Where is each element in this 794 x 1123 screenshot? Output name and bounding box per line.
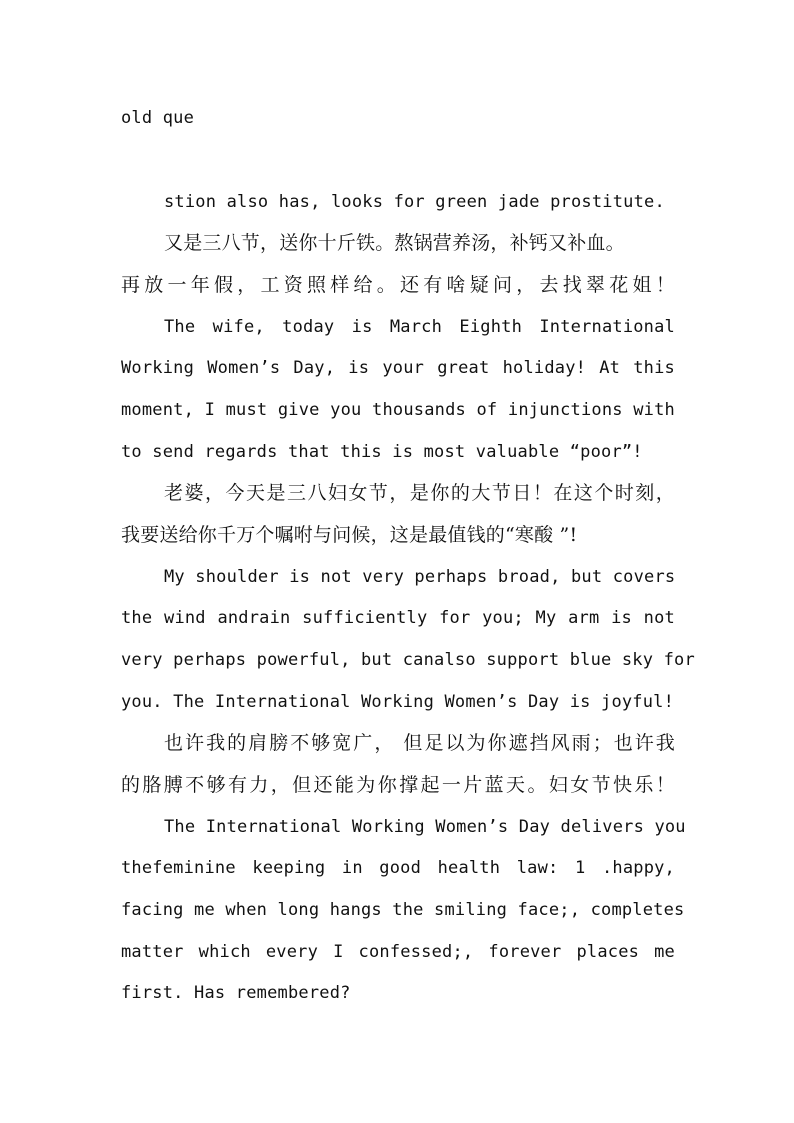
text-line-8: to send regards that this is most valuable “poor”! (121, 442, 643, 462)
text-line-16: 的胳膊不够有力，但还能为你撑起一片蓝天。妇女节快乐！ (121, 774, 675, 796)
text-line-12: the wind andrain sufficiently for you; My arm is not (121, 608, 675, 628)
text-line-15: 也许我的肩膀不够宽广， 但足以为你遮挡风雨；也许我 (164, 732, 675, 754)
text-line-14: you. The International Working Women’s Day is joyful! (121, 692, 675, 712)
text-line-9: 老婆，今天是三八妇女节，是你的大节日！在这个时刻， (164, 482, 675, 504)
text-line-21: first. Has remembered? (121, 983, 351, 1003)
text-line-7: moment, I must give you thousands of injunctions with (121, 400, 675, 420)
text-line-2: stion also has, looks for green jade prostitute. (164, 192, 665, 212)
text-line-11: My shoulder is not very perhaps broad, but covers (164, 567, 676, 587)
text-line-18: thefeminine keeping in good health law: 1 .happy, (121, 858, 675, 878)
text-line-3: 又是三八节，送你十斤铁。熬锅营养汤，补钙又补血。 (164, 232, 625, 254)
text-line-17: The International Working Women’s Day delivers you (164, 817, 686, 837)
text-line-6: Working Women’s Day, is your great holiday! At this (121, 358, 675, 378)
text-line-5: The wife, today is March Eighth International (164, 317, 675, 337)
text-line-4: 再放一年假，工资照样给。还有啥疑问，去找翠花姐！ (121, 274, 675, 296)
text-line-19: facing me when long hangs the smiling face;, completes (121, 900, 685, 920)
text-line-20: matter which every I confessed;, forever places me (121, 942, 675, 962)
text-line-13: very perhaps powerful, but canalso support blue sky for (121, 650, 695, 670)
text-line-1: old que (121, 108, 195, 128)
text-line-10: 我要送给你千万个嘱咐与问候，这是最值钱的“寒酸 ”! (121, 524, 578, 546)
